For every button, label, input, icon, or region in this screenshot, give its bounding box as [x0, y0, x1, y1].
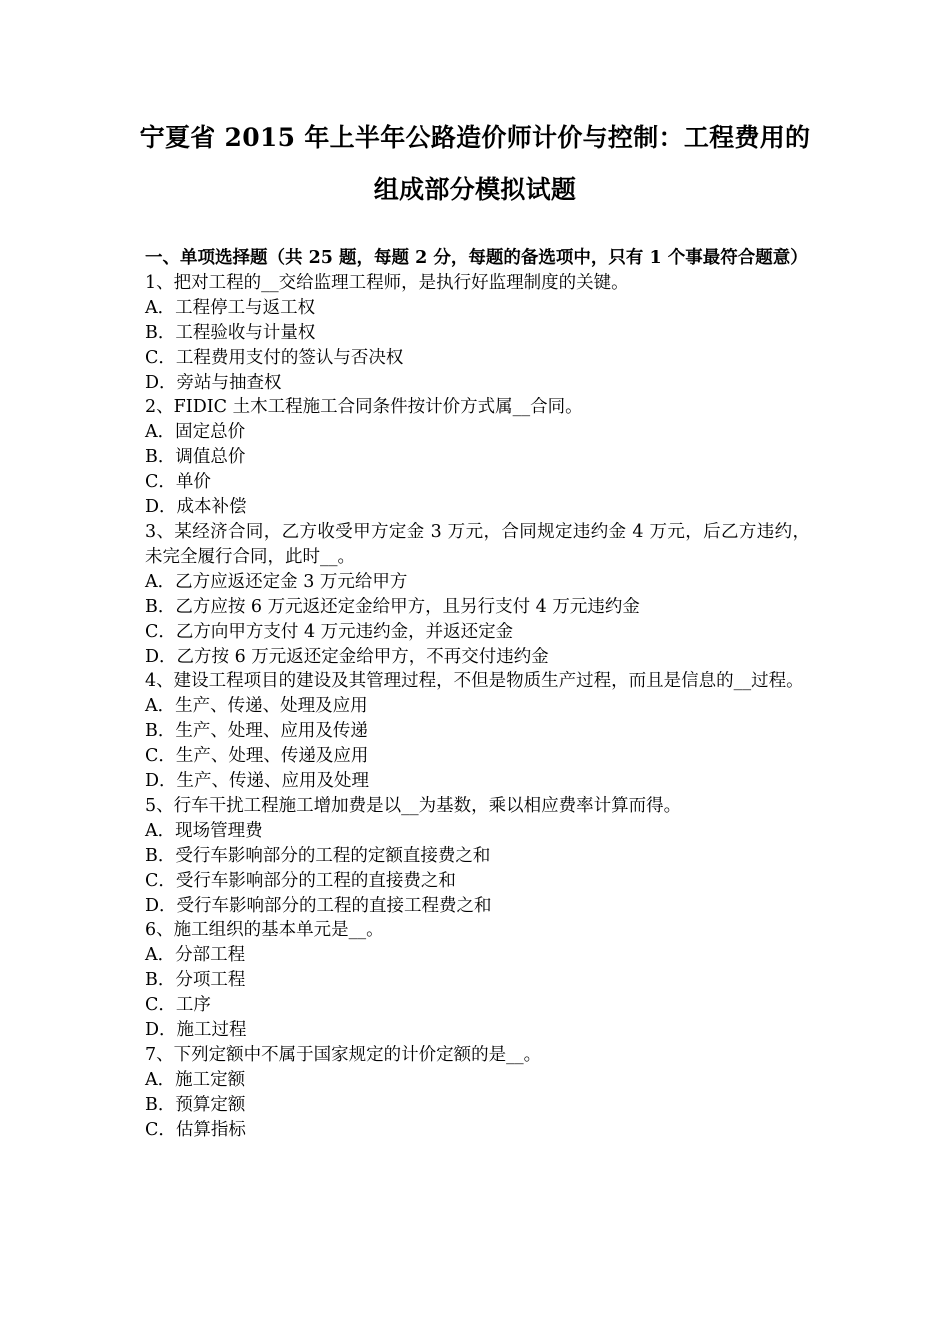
- question-5: [145, 794, 810, 919]
- option-c: C．乙方向甲方支付 4 万元违约金，并返还定金: [145, 621, 514, 642]
- option-a: A．分部工程: [145, 945, 246, 966]
- option-c: C．工程费用支付的签认与否决权: [145, 347, 404, 368]
- title-line-1: 宁夏省 2015 年上半年公路造价师计价与控制：工程费用的: [139, 123, 811, 152]
- document-body: [145, 246, 810, 1143]
- option-a: A．固定总价: [145, 422, 246, 443]
- option-a: A．工程停工与返工权: [145, 297, 316, 318]
- question-2: [145, 395, 810, 520]
- question-stem: 3、某经济合同，乙方收受甲方定金 3 万元，合同规定违约金 4 万元，后乙方违约，未完全履行合同，此时__。: [145, 521, 810, 567]
- option-a: A．生产、传递、处理及应用: [145, 696, 368, 717]
- option-b: B．生产、处理、应用及传递: [145, 721, 368, 742]
- option-c: C．受行车影响部分的工程的直接费之和: [145, 870, 456, 891]
- question-6: [145, 918, 810, 1043]
- option-d: D．成本补偿: [145, 497, 247, 518]
- title-line-2: 组成部分模拟试题: [373, 175, 577, 204]
- question-1: [145, 271, 810, 396]
- option-b: B．分项工程: [145, 970, 246, 991]
- option-d: D．生产、传递、应用及处理: [145, 771, 370, 792]
- option-b: B．预算定额: [145, 1094, 246, 1115]
- option-b: B．乙方应按 6 万元返还定金给甲方，且另行支付 4 万元违约金: [145, 596, 640, 617]
- question-stem: 6、施工组织的基本单元是__。: [145, 920, 384, 941]
- option-a: A．乙方应返还定金 3 万元给甲方: [145, 571, 408, 592]
- option-c: C．生产、处理、传递及应用: [145, 746, 369, 767]
- question-stem: 2、FIDIC 土木工程施工合同条件按计价方式属__合同。: [145, 397, 583, 418]
- question-stem: 4、建设工程项目的建设及其管理过程，不但是物质生产过程，而且是信息的__过程。: [145, 671, 804, 692]
- option-b: B．受行车影响部分的工程的定额直接费之和: [145, 845, 491, 866]
- option-b: B．工程验收与计量权: [145, 322, 316, 343]
- section-heading: 一、单项选择题（共 25 题，每题 2 分，每题的备选项中，只有 1 个事最符合题意）: [145, 248, 808, 268]
- option-a: A．施工定额: [145, 1069, 246, 1090]
- option-b: B．调值总价: [145, 447, 246, 468]
- option-d: D．旁站与抽查权: [145, 372, 282, 393]
- question-stem: 7、下列定额中不属于国家规定的计价定额的是__。: [145, 1045, 542, 1065]
- question-stem: 5、行车干扰工程施工增加费是以__为基数，乘以相应费率计算而得。: [145, 795, 682, 816]
- option-c: C．单价: [145, 472, 211, 493]
- option-d: D．施工过程: [145, 1020, 247, 1041]
- option-d: D．受行车影响部分的工程的直接工程费之和: [145, 895, 492, 916]
- question-stem: 1、把对工程的__交给监理工程师，是执行好监理制度的关键。: [145, 272, 629, 293]
- question-4: [145, 669, 810, 794]
- option-d: D．乙方按 6 万元返还定金给甲方，不再交付违约金: [145, 646, 549, 667]
- question-3: [145, 520, 810, 669]
- option-a: A．现场管理费: [145, 820, 263, 841]
- question-7: [145, 1043, 810, 1143]
- option-c: C．估算指标: [145, 1119, 246, 1140]
- document-title: [120, 112, 830, 216]
- option-c: C．工序: [145, 995, 211, 1016]
